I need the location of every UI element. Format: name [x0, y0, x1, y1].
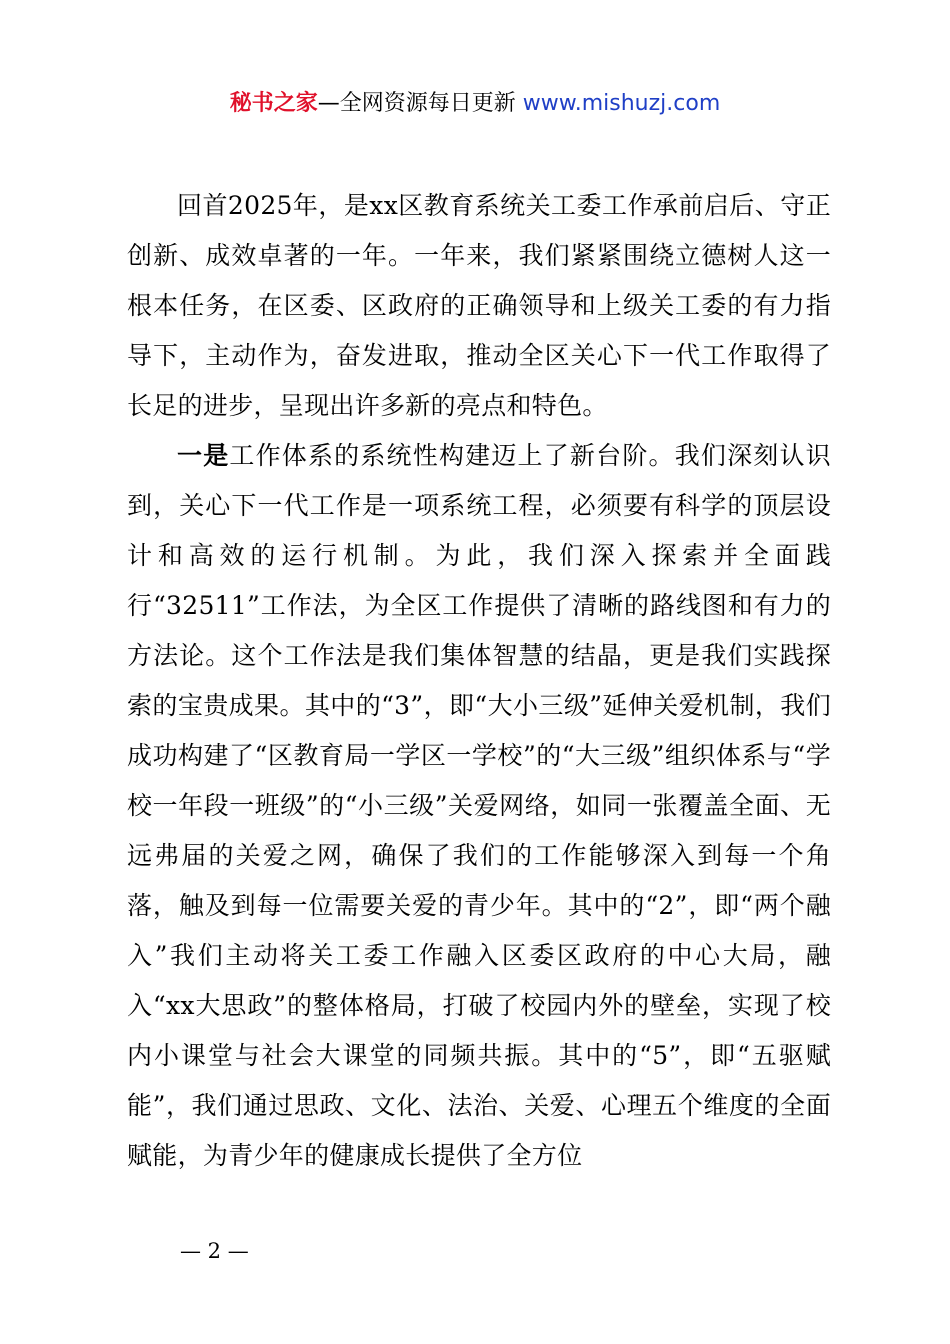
paragraph-text: 回首2025年，是xx区教育系统关工委工作承前启后、守正创新、成效卓著的一年。一年来，我们紧紧围绕立德树人这一根本任务，在区委、区政府的正确领导和上级关工委的有力指导下，主动作为，奋发进取，推动全区关心下一代工作取得了长足的进步，呈现出许多新的亮点和特色。 — [127, 191, 831, 420]
header-url[interactable]: www.mishuzj.com — [522, 91, 721, 116]
paragraph-first-point — [127, 431, 831, 1181]
header-tagline: —全网资源每日更新 — [317, 91, 516, 116]
document-body — [127, 181, 831, 1181]
header-brand: 秘书之家 — [229, 91, 318, 116]
page-number: — 2 — — [180, 1239, 249, 1263]
paragraph-lead: 一是 — [177, 441, 230, 470]
page-header — [0, 88, 950, 120]
paragraph-intro — [127, 181, 831, 431]
paragraph-text: 工作体系的系统性构建迈上了新台阶。我们深刻认识到，关心下一代工作是一项系统工程，必须要有科学的顶层设计和高效的运行机制。为此，我们深入探索并全面践行“32511”工作法，为全区工作提供了清晰的路线图和有力的方法论。这个工作法是我们集体智慧的结晶，更是我们实践探索的宝贵成果。其中的“3”，即“大小三级”延伸关爱机制，我们成功构建了“区教育局一学区一学校”的“大三级”组织体系与“学校一年段一班级”的“小三级”关爱网络，如同一张覆盖全面、无远弗届的关爱之网，确保了我们的工作能够深入到每一个角落，触及到每一位需要关爱的青少年。其中的“2”，即“两个融入”我们主动将关工委工作融入区委区政府的中心大局，融入“xx大思政”的整体格局，打破了校园内外的壁垒，实现了校内小课堂与社会大课堂的同频共振。其中的“5”，即“五驱赋能”，我们通过思政、文化、法治、关爱、心理五个维度的全面赋能，为青少年的健康成长提供了全方位 — [127, 441, 831, 1170]
